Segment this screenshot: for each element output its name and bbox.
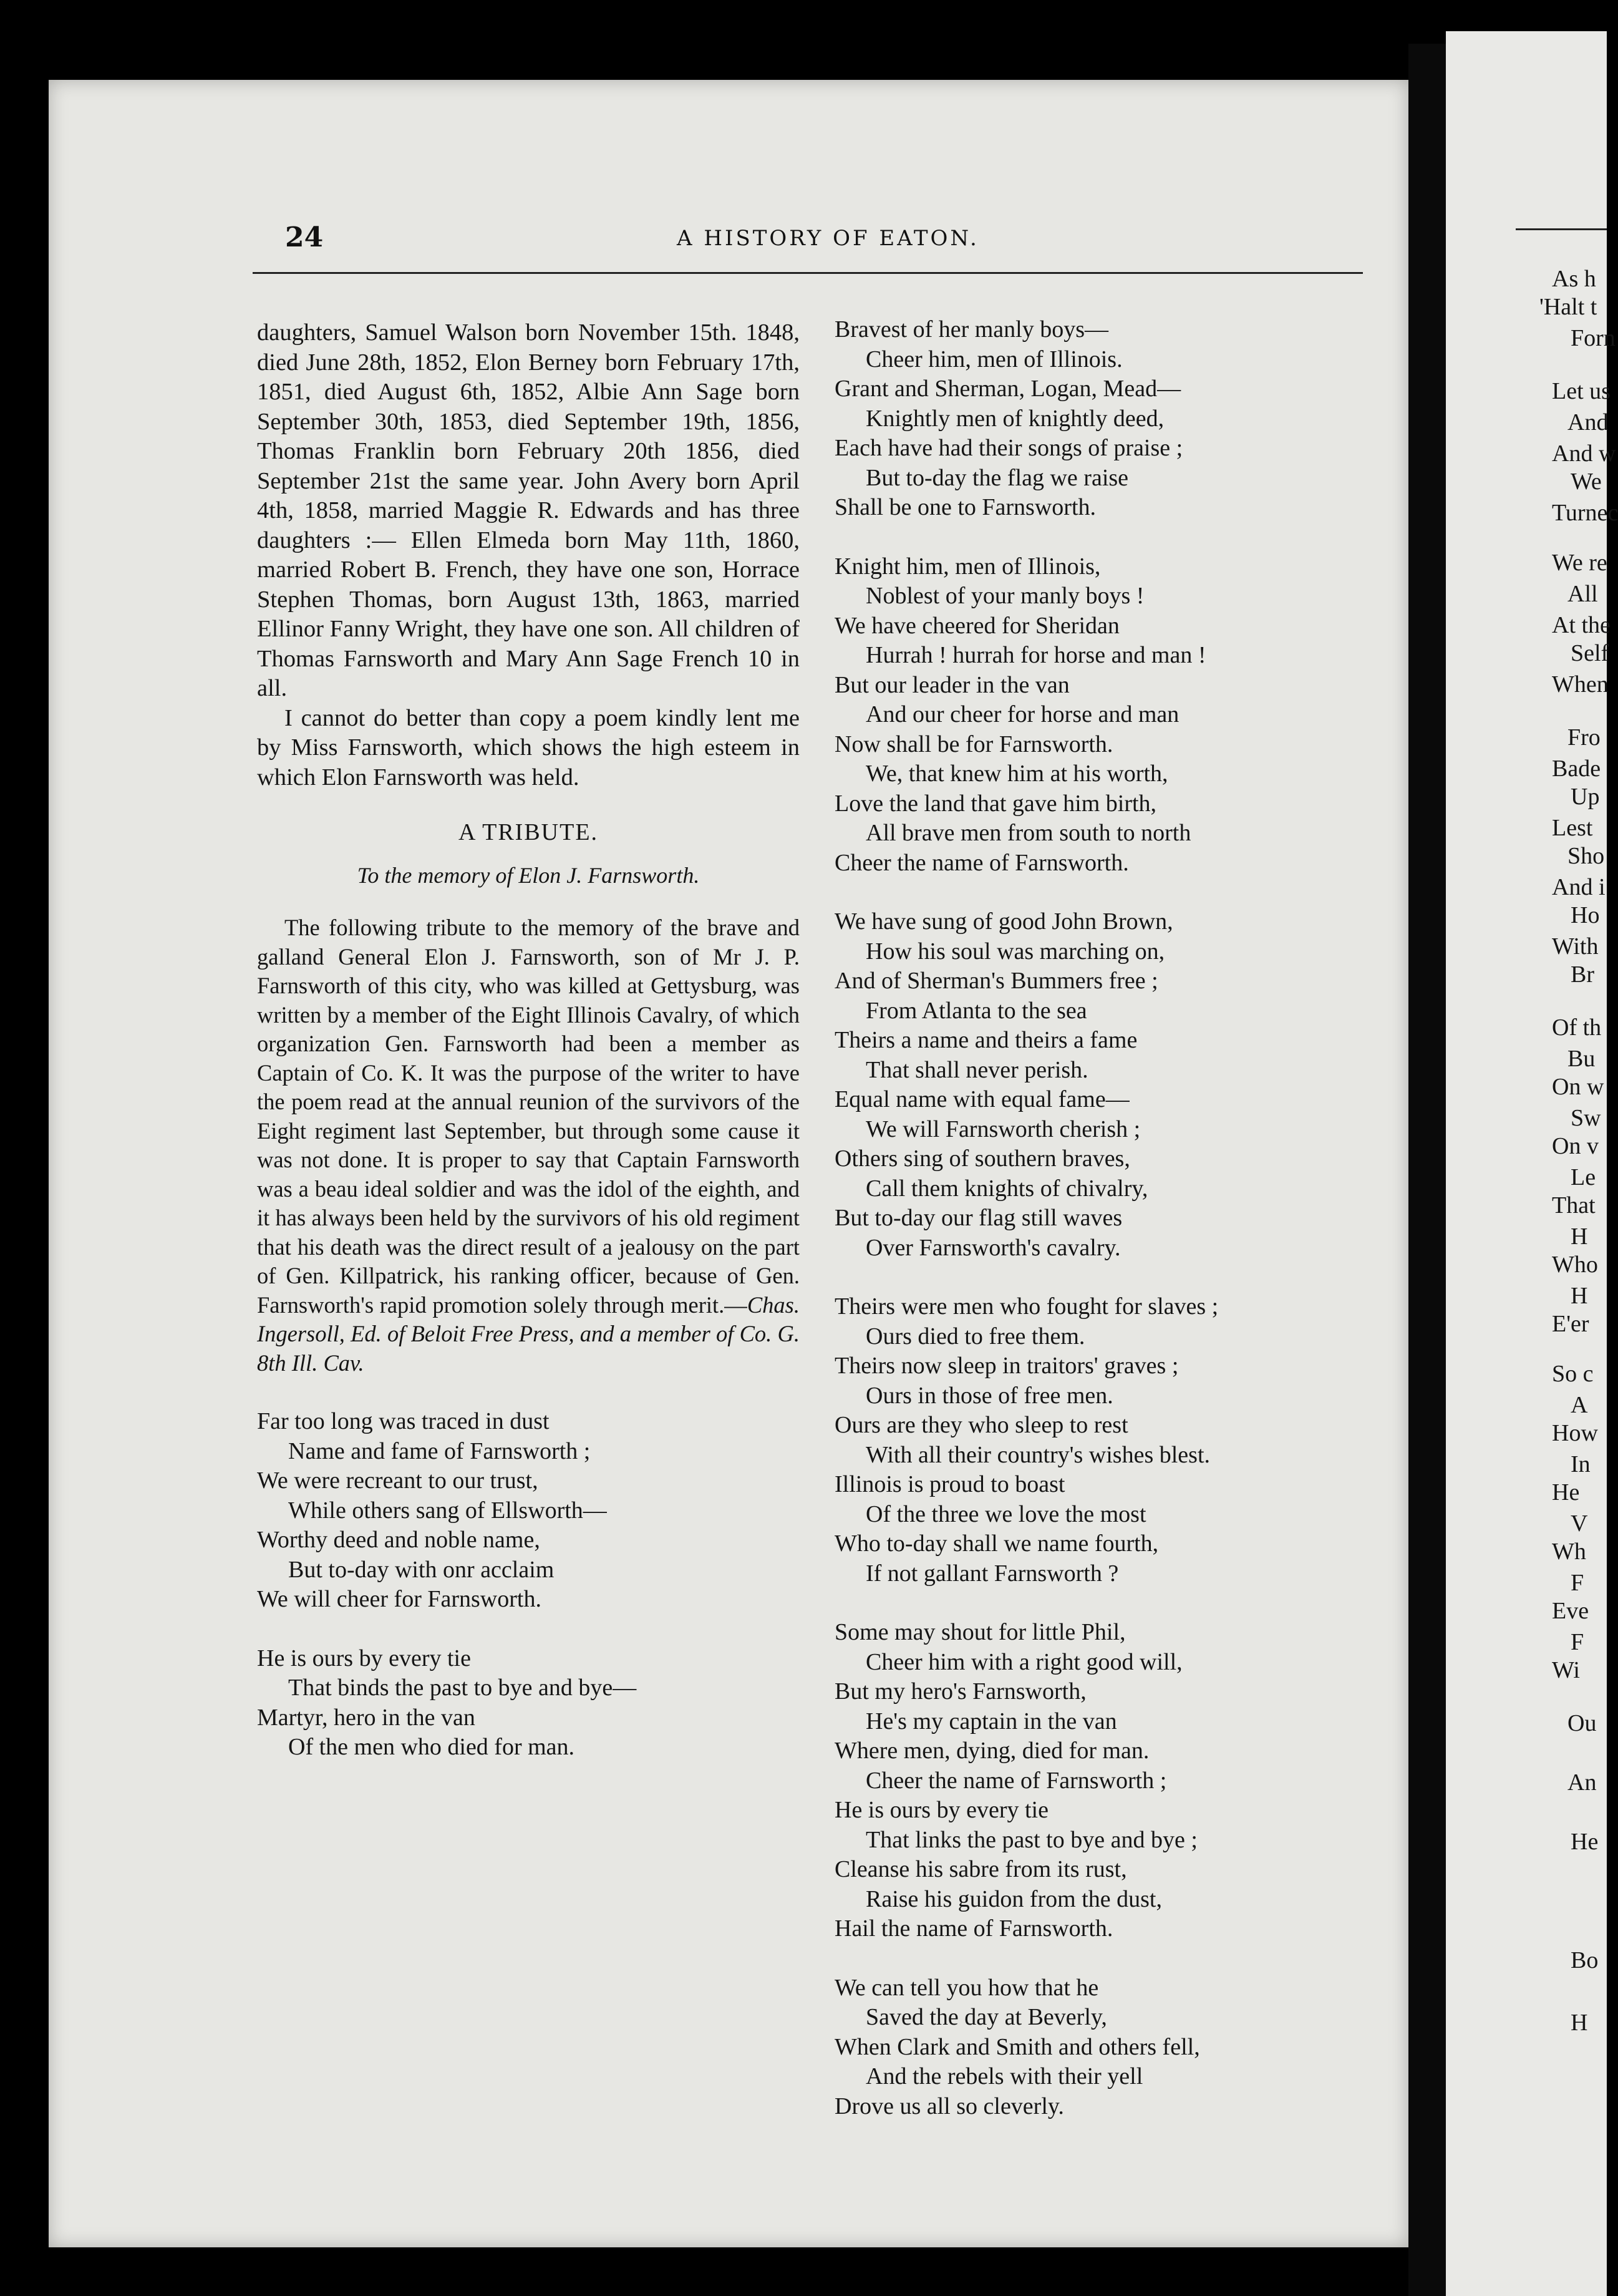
next-page-fragment: An — [1567, 1769, 1597, 1796]
next-page-fragment: He — [1552, 1479, 1580, 1506]
poem-line: If not gallant Farnsworth ? — [866, 1560, 1119, 1587]
poem-line: We have cheered for Sheridan — [835, 612, 1120, 639]
poem-line: But to-day with onr acclaim — [288, 1556, 555, 1583]
poem-stanza — [835, 552, 1396, 878]
poem-line: Of the men who died for man. — [288, 1734, 575, 1760]
poem-line: Over Farnsworth's cavalry. — [866, 1234, 1121, 1261]
next-page-fragment: Le — [1571, 1164, 1596, 1190]
poem-heading: A TRIBUTE. — [458, 819, 599, 845]
poem-line: Knight him, men of Illinois, — [835, 553, 1101, 580]
newspaper-note-text: The following tribute to the memory of the brave and galland General Elon J. Farnsworth, son of Mr J. P. Farnsworth of this city, who was killed at Gettysburg, was written by a member of the Eight Illinois Cavalry, of which organization Gen. Farnsworth had been a member as Captain of Co. K. It was the purpose of the writer to have the poem read at the annual reunion of the survivors of the Eight regiment last September, but through some cause it was not done. It is proper to say that Captain Farnsworth was a beau ideal soldier and was the idol of the eighth, and it has always been held by the survivors of his old regiment that his death was the direct result of a jealousy on the part of Gen. Killpatrick, his ranking officer, because of Gen. Farnsworth's rapid promotion solely through merit.— — [257, 915, 800, 1318]
next-page-fragment: And w — [1552, 440, 1616, 467]
page-gutter — [1408, 44, 1447, 2296]
poem-stanza — [257, 1407, 800, 1615]
next-page-fragment: Sw — [1571, 1105, 1601, 1131]
poem-line: He is ours by every tie — [835, 1797, 1049, 1823]
poem-line: Ours died to free them. — [866, 1323, 1085, 1350]
next-page-fragment: A — [1571, 1392, 1588, 1418]
next-page-fragment: As h — [1552, 266, 1596, 292]
next-page-fragment: H — [1571, 2010, 1588, 2036]
next-page-fragment: Turnec — [1552, 500, 1618, 526]
next-page-fragment: H — [1571, 1283, 1588, 1309]
poem-line: Noblest of your manly boys ! — [866, 583, 1145, 609]
genealogy-paragraph: daughters, Samuel Walson born November 15th. 1848, died June 28th, 1852, Elon Berney born February 17th, 1851, died August 6th, 1852, Albie Ann Sage born September 30th, 1853, died September 19th, 1856, Thomas Franklin born February 20th 1856, died September 21st the same year. John Avery born April 4th, 1858, married Maggie R. Edwards and has three daughters :— Ellen Elmeda born May 11th, 1860, married Robert B. French, they have one son, Horrace Stephen Thomas, born August 13th, 1863, married Ellinor Fanny Wright, they have one son. All children of Thomas Farnsworth and Mary Ann Sage French 10 in all. — [257, 319, 800, 701]
poem-line: Cheer him with a right good will, — [866, 1648, 1183, 1675]
next-page-fragment: 'Halt t — [1539, 294, 1597, 320]
poem-stanza — [835, 907, 1396, 1263]
next-page-fragment: V — [1571, 1510, 1588, 1537]
poem-line: He is ours by every tie — [257, 1645, 471, 1671]
poem-line: Cleanse his sabre from its rust, — [835, 1856, 1127, 1882]
poem-line: Call them knights of chivalry, — [866, 1175, 1148, 1202]
poem-line: Ours are they who sleep to rest — [835, 1412, 1128, 1438]
poem-stanza — [835, 315, 1396, 523]
next-page-fragment: Forn — [1571, 325, 1616, 351]
next-page-fragment: On v — [1552, 1133, 1599, 1159]
poem-line: He's my captain in the van — [866, 1708, 1117, 1734]
poem-line: Cheer the name of Farnsworth. — [835, 849, 1129, 876]
poem-line: Where men, dying, died for man. — [835, 1738, 1150, 1764]
poem-line: But to-day our flag still waves — [835, 1205, 1123, 1231]
poem-line: Some may shout for little Phil, — [835, 1619, 1126, 1645]
poem-line: Martyr, hero in the van — [257, 1704, 475, 1731]
poem-line: How his soul was marching on, — [866, 938, 1165, 965]
poem-stanza — [835, 1292, 1396, 1588]
next-page-fragment: Bade — [1552, 756, 1601, 782]
poem-line: That binds the past to bye and bye— — [288, 1675, 637, 1701]
poem-line: Love the land that gave him birth, — [835, 790, 1157, 817]
poem-line: We have sung of good John Brown, — [835, 908, 1173, 935]
next-page-fragment: And i — [1552, 874, 1606, 900]
poem-line: Worthy deed and noble name, — [257, 1527, 540, 1553]
intro-paragraph: I cannot do better than copy a poem kindly lent me by Miss Farnsworth, which shows the high esteem in which Elon Farnsworth was held. — [257, 704, 800, 790]
poem-line: That shall never perish. — [866, 1056, 1088, 1083]
next-page-fragment: Wi — [1552, 1657, 1580, 1683]
next-page-fragment: When — [1552, 671, 1609, 698]
poem-line: We will Farnsworth cherish ; — [866, 1116, 1141, 1142]
next-page-fragment: Ho — [1571, 902, 1600, 928]
header-rule — [253, 272, 1363, 274]
poem-line: Ours in those of free men. — [866, 1382, 1113, 1409]
poem-line: Theirs a name and theirs a fame — [835, 1027, 1138, 1053]
next-page-fragment: So c — [1552, 1361, 1594, 1387]
poem-line: That links the past to bye and bye ; — [866, 1826, 1198, 1853]
next-page-fragment: H — [1571, 1223, 1588, 1250]
poem-line: Cheer the name of Farnsworth ; — [866, 1767, 1167, 1794]
poem-line: And our cheer for horse and man — [866, 701, 1180, 727]
next-page-fragment: With — [1552, 933, 1599, 960]
poem-line: But my hero's Farnsworth, — [835, 1678, 1087, 1705]
poem-line: And of Sherman's Bummers free ; — [835, 968, 1158, 994]
next-page-fragment: Eve — [1552, 1598, 1589, 1624]
poem-line: Equal name with equal fame— — [835, 1086, 1130, 1112]
poem-line: When Clark and Smith and others fell, — [835, 2033, 1200, 2060]
poem-line: We were recreant to our trust, — [257, 1467, 538, 1494]
next-page-fragment: In — [1571, 1451, 1591, 1477]
next-page-text-fragments — [1539, 0, 1618, 2296]
next-page-fragment: Ou — [1567, 1710, 1597, 1736]
poem-line: Theirs now sleep in traitors' graves ; — [835, 1353, 1179, 1379]
next-page-fragment: All — [1567, 581, 1598, 607]
poem-line: But our leader in the van — [835, 671, 1070, 698]
next-page-fragment: We — [1571, 469, 1602, 495]
next-page-fragment: Up — [1571, 784, 1600, 810]
poem-line: Knightly men of knightly deed, — [866, 405, 1165, 432]
poem-line: Drove us all so cleverly. — [835, 2093, 1064, 2119]
next-page-fragment: Bo — [1571, 1947, 1599, 1973]
next-page-fragment: Fro — [1567, 724, 1601, 751]
poem-stanza — [257, 1644, 800, 1763]
poem-line: Who to-day shall we name fourth, — [835, 1530, 1159, 1557]
next-page-fragment: We re — [1552, 550, 1607, 576]
next-page-fragment: Br — [1571, 961, 1594, 988]
poem-dedication: To the memory of Elon J. Farnsworth. — [357, 863, 700, 888]
poem-line: We can tell you how that he — [835, 1974, 1099, 2001]
poem-line: We will cheer for Farnsworth. — [257, 1586, 541, 1612]
poem-line: Hail the name of Farnsworth. — [835, 1915, 1113, 1942]
poem-line: Grant and Sherman, Logan, Mead— — [835, 376, 1181, 402]
poem-line: Saved the day at Beverly, — [866, 2004, 1107, 2030]
next-page-fragment: Bu — [1567, 1046, 1596, 1072]
newspaper-note — [257, 913, 800, 1378]
next-page-fragment: At the — [1552, 612, 1611, 638]
poem-line: Bravest of her manly boys— — [835, 316, 1109, 343]
poem-line: From Atlanta to the sea — [866, 997, 1087, 1024]
next-page-fragment: Of th — [1552, 1014, 1602, 1041]
next-page-fragment: Lest — [1552, 815, 1593, 841]
page-number: 24 — [285, 221, 324, 253]
next-page-fragment: E'er — [1552, 1311, 1589, 1337]
poem-line: We, that knew him at his worth, — [866, 761, 1168, 787]
next-page-fragment: Who — [1552, 1252, 1598, 1278]
poem-line: But to-day the flag we raise — [866, 464, 1129, 491]
next-page-fragment: On w — [1552, 1074, 1604, 1100]
poem-line: Shall be one to Farnsworth. — [835, 494, 1097, 520]
next-page-fragment: Wh — [1552, 1539, 1586, 1565]
poem-line: Theirs were men who fought for slaves ; — [835, 1293, 1219, 1320]
poem-line: All brave men from south to north — [866, 820, 1191, 846]
poem-line: Far too long was traced in dust — [257, 1408, 550, 1434]
poem-line: Of the three we love the most — [866, 1501, 1146, 1527]
next-page-fragment: Sho — [1567, 843, 1605, 869]
poem-line: Illinois is proud to boast — [835, 1471, 1065, 1497]
running-title: A HISTORY OF EATON. — [677, 226, 979, 251]
next-page-fragment: That — [1552, 1192, 1596, 1219]
next-page-fragment: F — [1571, 1570, 1584, 1596]
poem-line: Now shall be for Farnsworth. — [835, 731, 1113, 757]
poem-line: Cheer him, men of Illinois. — [866, 346, 1123, 372]
next-page-fragment: How — [1552, 1420, 1598, 1446]
next-page-fragment: Let us — [1552, 378, 1611, 404]
left-column — [257, 318, 800, 1763]
poem-stanza — [835, 1618, 1396, 1944]
poem-line: Raise his guidon from the dust, — [866, 1885, 1162, 1912]
poem-line: Each have had their songs of praise ; — [835, 435, 1183, 461]
next-page-fragment: F — [1571, 1629, 1584, 1655]
poem-line: And the rebels with their yell — [866, 2063, 1143, 2089]
poem-line: Others sing of southern braves, — [835, 1146, 1130, 1172]
poem-line: While others sang of Ellsworth— — [288, 1497, 607, 1524]
poem-line: Hurrah ! hurrah for horse and man ! — [866, 642, 1206, 668]
next-page-fragment: Self — [1571, 640, 1609, 666]
next-page-fragment: And — [1567, 409, 1609, 435]
right-column — [835, 315, 1396, 2121]
poem-line: With all their country's wishes blest. — [866, 1441, 1211, 1468]
newspaper-byline: Chas. Ingersoll, Ed. of Beloit Free Press, and a member of Co. G. 8th Ill. Cav. — [257, 1292, 800, 1376]
poem-stanza — [835, 1973, 1396, 2122]
poem-line: Name and fame of Farnsworth ; — [288, 1437, 591, 1464]
next-page-fragment: He — [1571, 1829, 1599, 1855]
